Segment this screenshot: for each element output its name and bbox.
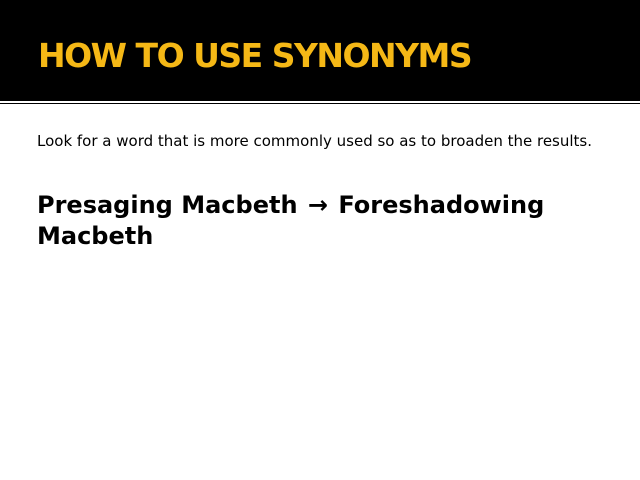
right-arrow-icon: → — [307, 191, 328, 219]
example-to: Foreshadowing Macbeth — [37, 191, 545, 250]
example-from: Presaging Macbeth — [37, 191, 298, 219]
title-divider — [0, 100, 640, 104]
slide-title: HOW TO USE SYNONYMS — [38, 36, 472, 75]
body-text: Look for a word that is more commonly used so as to broaden the results. — [37, 132, 592, 150]
title-bar — [0, 0, 640, 100]
example-text — [37, 190, 617, 252]
